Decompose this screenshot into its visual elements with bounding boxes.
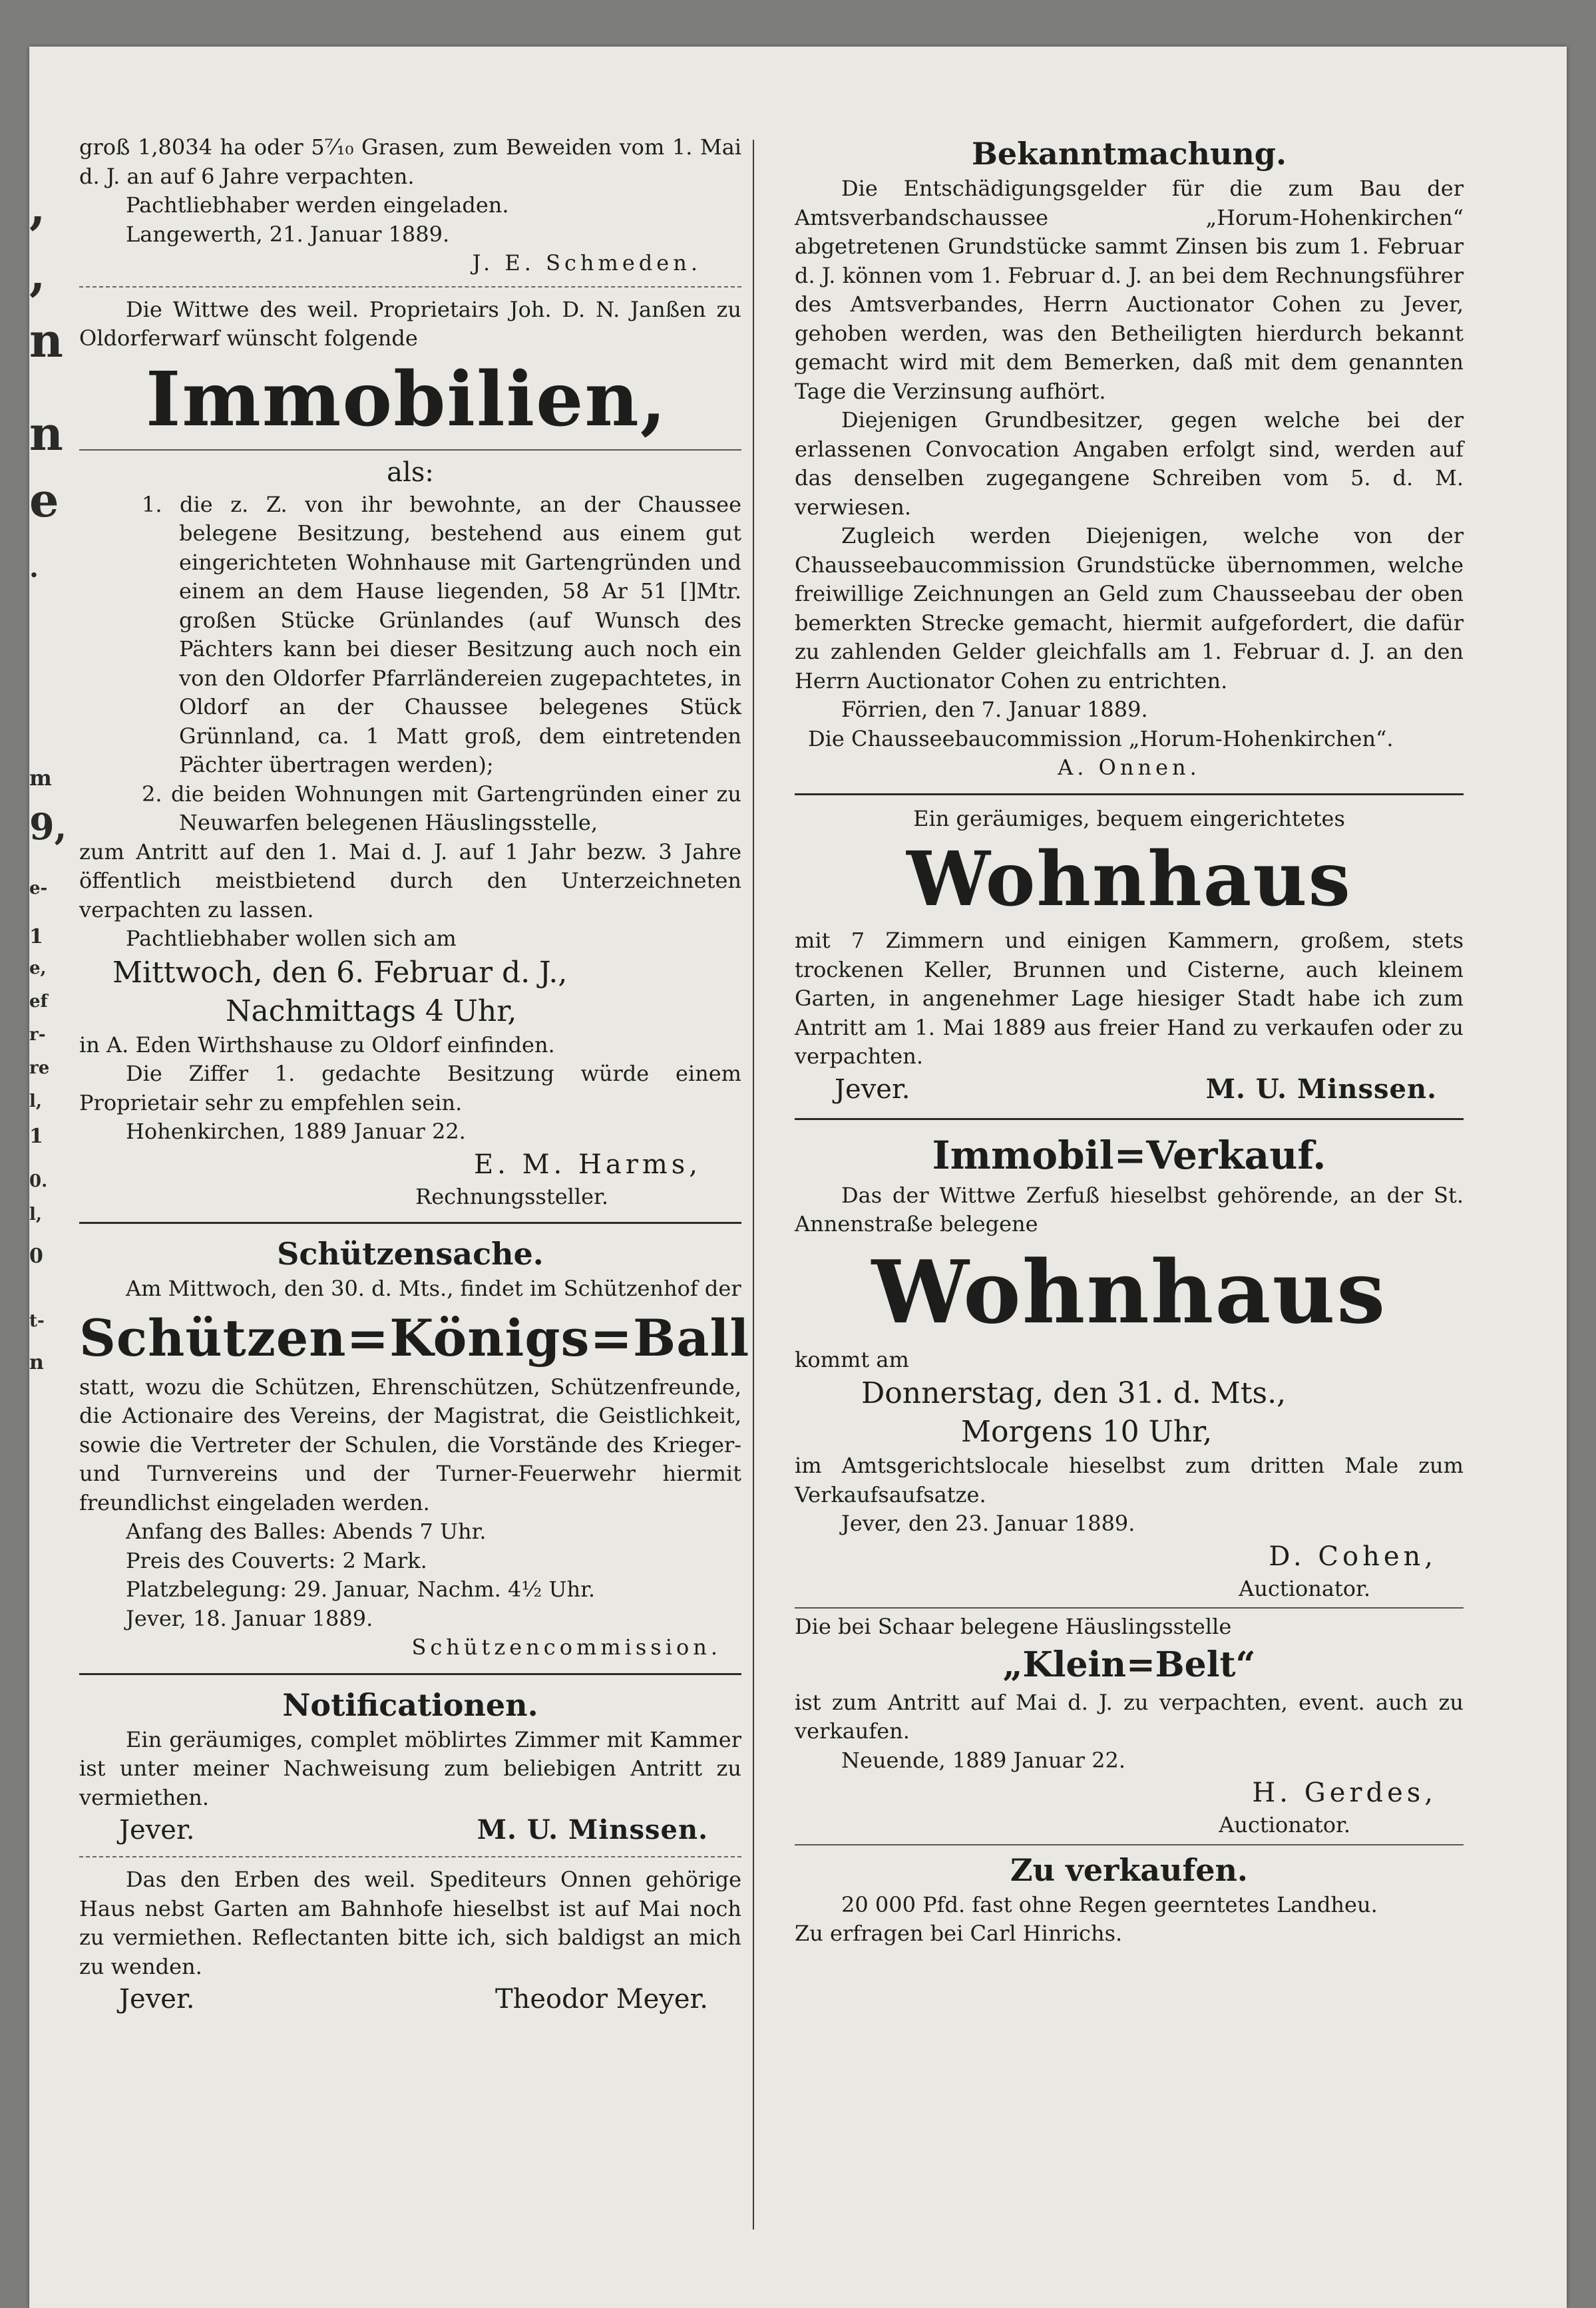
separator (79, 1222, 741, 1224)
separator (79, 1673, 741, 1675)
edge-fragment: ef (29, 992, 48, 1012)
wohnhaus-place: Jever. (835, 1073, 910, 1105)
edge-fragment: 1 (29, 1125, 43, 1148)
immobilien-notice (79, 295, 741, 1212)
edge-fragment: e- (29, 878, 48, 898)
immobilien-time: Nachmittags 4 Uhr, (226, 994, 517, 1028)
schuetzen-intro: Am Mittwoch, den 30. d. Mts., findet im Schützenhof der (126, 1276, 741, 1301)
separator (79, 1856, 741, 1857)
immobilien-signature: E. M. Harms, (473, 1149, 701, 1180)
edge-fragment: 1 (29, 925, 43, 948)
schuetzen-dateline: Jever, 18. Januar 1889. (126, 1605, 373, 1631)
separator (795, 793, 1464, 795)
wohnhaus-signature: M. U. Minssen. (1205, 1073, 1437, 1105)
immobilien-terms: zum Antritt auf den 1. Mai d. J. auf 1 Jahr bezw. 3 Jahre öffentlich meistbietend durch den Unterzeichneten verpachten zu lassen. (79, 839, 741, 922)
klein-belt-title: „Klein=Belt“ (1002, 1644, 1256, 1685)
bekanntmachung-committee: Die Chausseebaucommission „Horum-Hohenkirchen“. (808, 725, 1394, 751)
edge-fragment: , (29, 180, 46, 235)
immobil-verkauf-intro: Das der Wittwe Zerfuß hieselbst gehörende, an der St. Annenstraße belegene (795, 1182, 1464, 1237)
immobil-verkauf-wohnhaus: Wohnhaus (871, 1241, 1387, 1343)
bekanntmachung-signature: A. Onnen. (1058, 755, 1201, 780)
separator (795, 1844, 1464, 1845)
schuetzen-signature: Schützencommission. (411, 1635, 721, 1660)
separator (79, 449, 741, 451)
bekanntmachung-paragraph-3: Zugleich werden Diejenigen, welche von der Chausseebaucommission Grundstücke übernommen, welche freiwillige Zeichnungen an Geld zum Chausseebau der oben bemerkten Strecke gemacht, hiermit aufgefordert, die dafür zu zahlenden Gelder gleichfalls am 1. Februar d. J. an den Herrn Auctionator Cohen zu entrichten. (795, 523, 1464, 693)
immobilien-invite: Pachtliebhaber wollen sich am (126, 926, 457, 951)
notifications-body: Ein geräumiges, complet möblirtes Zimmer mit Kammer ist unter meiner Nachweisung zum beliebigen Antritt zu vermiethen. (79, 1726, 741, 1810)
zu-verkaufen-body: 20 000 Pfd. fast ohne Regen geerntetes Landheu. (841, 1891, 1378, 1917)
schuetzen-body: statt, wozu die Schützen, Ehrenschützen, Schützenfreunde, die Actionaire des Vereins, der Magistrat, die Geistlichkeit, sowie die Vertreter der Schulen, die Vorstände des Krieger- und Turnvereins und der Turner-Feuerwehr hiermit freundlichst eingeladen werden. (79, 1374, 741, 1515)
schuetzen-ball-title: Schützen=Königs=Ball (79, 1308, 750, 1368)
notifications-notice (79, 1684, 741, 1849)
immobil-verkauf-place: im Amtsgerichtslocale hieselbst zum dritten Male zum Verkaufsaufsatze. (795, 1453, 1464, 1507)
left-edge-fragments (29, 47, 67, 1444)
klein-belt-notice (795, 1613, 1464, 1840)
newspaper-page (29, 47, 1567, 2308)
wohnhaus-body: mit 7 Zimmern und einigen Kammern, großem, stets trockenen Keller, Brunnen und Cisterne, auch kleinem Garten, in angenehmer Lage hiesiger Stadt habe ich zum Antritt am 1. Mai 1889 aus freier Hand zu verkaufen oder zu verpachten. (795, 928, 1464, 1069)
immobil-verkauf-time: Morgens 10 Uhr, (961, 1415, 1213, 1449)
lease-text: groß 1,8034 ha oder 5⁷⁄₁₀ Grasen, zum Beweiden vom 1. Mai d. J. an auf 6 Jahre verpachten. (79, 134, 741, 189)
edge-fragment: 0 (29, 1245, 43, 1268)
notifications-signature: M. U. Minssen. (477, 1814, 708, 1845)
separator (795, 1607, 1464, 1609)
klein-belt-signature: H. Gerdes, (1252, 1778, 1437, 1808)
lease-notice-schmeden (79, 133, 741, 278)
wohnhaus-intro: Ein geräumiges, bequem eingerichtetes (913, 805, 1345, 831)
immobilien-item-1: 1. die z. Z. von ihr bewohnte, an der Chaussee belegene Besitzung, bestehend aus einem gut eingerichteten Wohnhause mit Gartengründen und einem an dem Hause liegenden, 58 Ar 51 []Mtr. großen Stücke Grünlandes (auf Wunsch des Pächters kann bei dieser Besitzung auch noch ein von den Oldorfer Pfarrländereien zugepachtetes, in Oldorf an der Chaussee belegenes Stück Grünnland, ca. 1 Matt groß, dem eintretenden Pächter übertragen werden); (142, 491, 741, 777)
edge-fragment: m (29, 765, 52, 791)
schuetzen-title: Schützensache. (277, 1236, 544, 1272)
column-divider (753, 140, 754, 2229)
edge-fragment: e, (29, 958, 47, 978)
meyer-notice (79, 1865, 741, 2017)
immobilien-title: Immobilien, (146, 355, 668, 443)
zu-verkaufen-notice (795, 1849, 1464, 1949)
klein-belt-dateline: Neuende, 1889 Januar 22. (841, 1747, 1126, 1773)
edge-fragment: l, (29, 1091, 42, 1111)
zu-verkaufen-contact: Zu erfragen bei Carl Hinrichs. (795, 1921, 1123, 1946)
right-column (795, 133, 1464, 1949)
edge-fragment: 0. (29, 1171, 48, 1191)
edge-fragment: r- (29, 1025, 46, 1045)
lease-dateline: Langewerth, 21. Januar 1889. (126, 221, 450, 247)
edge-fragment: n (29, 1351, 44, 1374)
edge-fragment: re (29, 1058, 50, 1078)
schuetzen-price: Preis des Couverts: 2 Mark. (126, 1547, 427, 1573)
immobil-verkauf-dateline: Jever, den 23. Januar 1889. (841, 1511, 1135, 1536)
meyer-body: Das den Erben des weil. Spediteurs Onnen gehörige Haus nebst Garten am Bahnhofe hieselbst ist auf Mai noch zu vermiethen. Reflectanten bitte ich, sich baldigst an mich zu wenden. (79, 1867, 741, 1979)
schuetzen-start: Anfang des Balles: Abends 7 Uhr. (126, 1519, 487, 1544)
immobilien-role: Rechnungssteller. (415, 1183, 608, 1209)
edge-fragment: t- (29, 1311, 45, 1331)
klein-belt-role: Auctionator. (1219, 1812, 1350, 1837)
lease-signature: J. E. Schmeden. (472, 250, 701, 276)
bekanntmachung-dateline: Förrien, den 7. Januar 1889. (841, 697, 1148, 722)
edge-fragment: l, (29, 1205, 42, 1225)
meyer-place: Jever. (119, 1984, 195, 2015)
immobil-verkauf-date: Donnerstag, den 31. d. Mts., (861, 1376, 1287, 1410)
immobilien-intro: Die Wittwe des weil. Proprietairs Joh. D. N. Janßen zu Oldorferwarf wünscht folgende (79, 296, 741, 351)
edge-fragment: e (29, 473, 59, 528)
bekanntmachung-paragraph-1: Die Entschädigungsgelder für die zum Bau der Amtsverbandschaussee „Horum-Hohenkirchen“ abgetretenen Grundstücke sammt Zinsen bis zum 1. Februar d. J. können vom 1. Februar d. J. an bei dem Rechnungsführer des Amtsverbandes, Herrn Auctionator Cohen zu Jever, gehoben werden, was den Betheiligten hierdurch bekannt gemacht wird mit dem Bemerken, daß mit dem genannten Tage die Verzinsung aufhört. (795, 176, 1464, 404)
immobil-verkauf-notice (795, 1129, 1464, 1604)
notifications-title: Notificationen. (282, 1686, 538, 1723)
edge-fragment: n (29, 406, 63, 461)
immobil-verkauf-kommt: kommt am (795, 1346, 909, 1372)
lease-invitation: Pachtliebhaber werden eingeladen. (126, 192, 509, 218)
immobil-verkauf-role: Auctionator. (1239, 1575, 1370, 1601)
left-column (79, 133, 750, 2017)
schuetzen-notice (79, 1233, 750, 1662)
immobilien-als: als: (387, 457, 434, 488)
immobilien-dateline: Hohenkirchen, 1889 Januar 22. (126, 1119, 466, 1144)
klein-belt-body: ist zum Antritt auf Mai d. J. zu verpachten, event. auch zu verkaufen. (795, 1689, 1464, 1744)
separator (79, 286, 741, 288)
wohnhaus-notice (795, 805, 1464, 1107)
meyer-signature: Theodor Meyer. (495, 1984, 708, 2015)
wohnhaus-title: Wohnhaus (906, 836, 1352, 923)
edge-fragment: . (29, 552, 39, 584)
immobilien-place: in A. Eden Wirthshause zu Oldorf einfinden. (79, 1032, 555, 1058)
immobilien-date: Mittwoch, den 6. Februar d. J., (112, 955, 568, 990)
klein-belt-intro: Die bei Schaar belegene Häuslingsstelle (795, 1614, 1232, 1639)
notifications-place: Jever. (119, 1815, 195, 1845)
edge-fragment: n (29, 313, 63, 368)
separator (795, 1118, 1464, 1120)
immobilien-item-2: 2. die beiden Wohnungen mit Gartengründen einer zu Neuwarfen belegenen Häuslingsstelle, (142, 781, 741, 835)
immobilien-note: Die Ziffer 1. gedachte Besitzung würde einem Proprietair sehr zu empfehlen sein. (79, 1061, 741, 1115)
edge-fragment: , (29, 246, 46, 301)
zu-verkaufen-title: Zu verkaufen. (1010, 1851, 1248, 1888)
schuetzen-seating: Platzbelegung: 29. Januar, Nachm. 4¹⁄₂ Uhr. (126, 1577, 596, 1602)
immobil-verkauf-signature: D. Cohen, (1269, 1541, 1437, 1572)
bekanntmachung-paragraph-2: Diejenigen Grundbesitzer, gegen welche bei der erlassenen Convocation Angaben erfolgt sind, werden auf das denselben zugegangene Schreiben vom 5. d. M. verwiesen. (795, 407, 1464, 520)
edge-fragment: 9, (29, 805, 67, 848)
bekanntmachung-title: Bekanntmachung. (972, 136, 1287, 172)
bekanntmachung-notice (795, 133, 1464, 783)
immobil-verkauf-title: Immobil=Verkauf. (932, 1132, 1326, 1178)
